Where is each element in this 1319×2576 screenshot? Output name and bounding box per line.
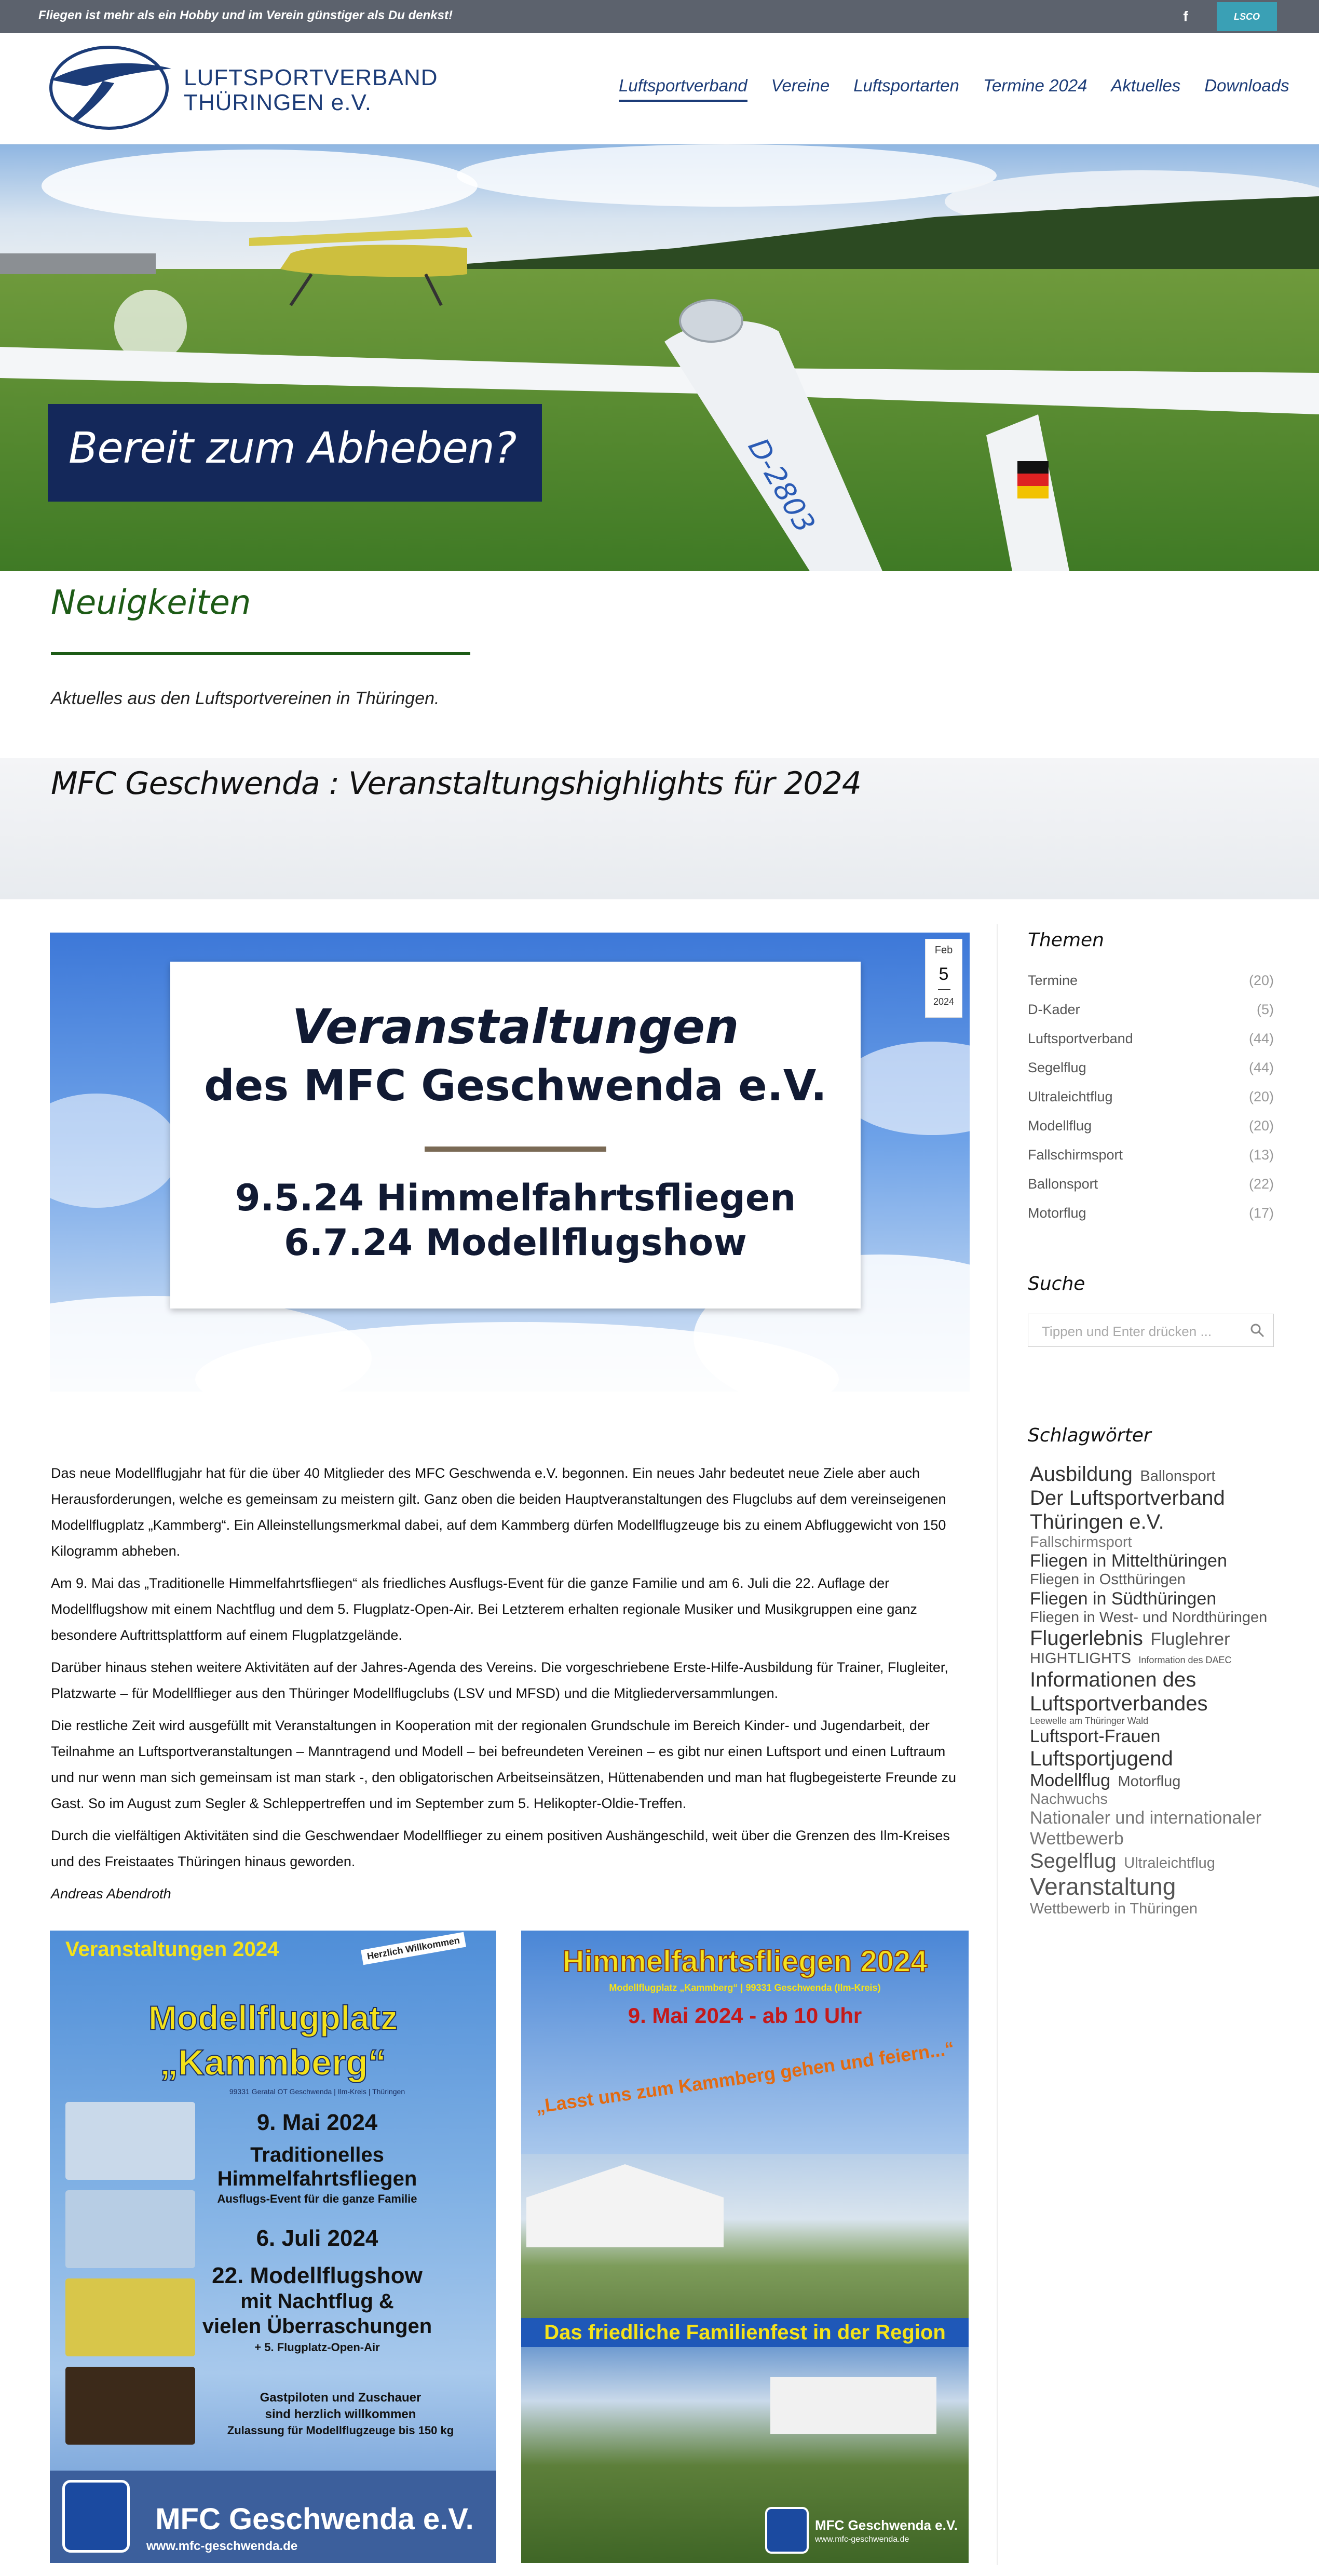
tag-item[interactable]: Veranstaltung bbox=[1030, 1872, 1176, 1900]
theme-label[interactable]: Luftsportverband bbox=[1028, 1031, 1133, 1046]
hero-headline: Bereit zum Abheben? bbox=[69, 424, 516, 473]
tag-item[interactable]: Nationaler und internationaler Wettbewerb bbox=[1030, 1808, 1262, 1849]
tag-item[interactable]: Fliegen in Südthüringen bbox=[1030, 1588, 1217, 1609]
search-input[interactable] bbox=[1028, 1314, 1274, 1347]
poster1-event-2b: mit Nachtflug & bbox=[240, 2290, 394, 2313]
theme-label[interactable]: Motorflug bbox=[1028, 1205, 1086, 1221]
poster1-event-2d: + 5. Flugplatz-Open-Air bbox=[254, 2341, 380, 2354]
tag-item[interactable]: Modellflug bbox=[1030, 1771, 1110, 1791]
glider-registration: D-2803 bbox=[741, 433, 822, 538]
featured-line-2: des MFC Geschwenda e.V. bbox=[204, 1061, 827, 1111]
poster1-place-1: Modellflugplatz bbox=[148, 1999, 398, 2037]
post-date-divider bbox=[938, 989, 950, 990]
theme-ultraleichtflug[interactable] bbox=[1028, 1086, 1274, 1115]
poster2-url: www.mfc-geschwenda.de bbox=[815, 2535, 909, 2544]
tag-cloud bbox=[1030, 1462, 1274, 1918]
hero-banner bbox=[0, 144, 1319, 571]
theme-termine[interactable] bbox=[1028, 970, 1274, 999]
tag-item[interactable]: Der Luftsportverband Thüringen e.V. bbox=[1030, 1487, 1225, 1533]
news-subtitle: Aktuelles aus den Luftsportvereinen in Thüringen. bbox=[51, 689, 440, 708]
tag-item[interactable]: Fliegen in Mittelthüringen bbox=[1030, 1551, 1227, 1571]
tag-item[interactable]: Information des DAEC bbox=[1138, 1655, 1232, 1666]
poster1-heli-photo bbox=[65, 2102, 195, 2180]
poster1-event-2a: 22. Modellflugshow bbox=[212, 2263, 423, 2288]
poster1-ribbon: Herzlich Willkommen bbox=[361, 1932, 466, 1965]
poster2-header: Himmelfahrtsfliegen 2024 bbox=[562, 1945, 928, 1978]
tags-title: Schlagwörter bbox=[1028, 1425, 1151, 1446]
brand-line-2: THÜRINGEN e.V. bbox=[184, 90, 372, 115]
tag-item[interactable]: Ausbildung bbox=[1030, 1463, 1133, 1486]
theme-count: (44) bbox=[1248, 1060, 1274, 1075]
tag-item[interactable]: Informationen des Luftsportverbandes bbox=[1030, 1668, 1208, 1715]
top-bar-tagline: Fliegen ist mehr als ein Hobby und im Verein günstiger als Du denkst! bbox=[38, 8, 453, 22]
nav-downloads[interactable]: Downloads bbox=[1204, 76, 1289, 95]
nav-vereine[interactable]: Vereine bbox=[771, 76, 830, 95]
search-icon[interactable] bbox=[1249, 1323, 1265, 1338]
featured-line-4: 6.7.24 Modellflugshow bbox=[284, 1221, 747, 1264]
poster2-slogan: „Lasst uns zum Kammberg gehen und feiern...“ bbox=[534, 2037, 956, 2118]
theme-fallschirmsport[interactable] bbox=[1028, 1144, 1274, 1174]
theme-d-kader[interactable] bbox=[1028, 999, 1274, 1028]
article-paragraph: Am 9. Mai das „Traditionelle Himmelfahrtsfliegen“ als friedliches Ausflugs-Event für die ganze Familie und am 6. Juli die 22. Auflage der Modellflugshow mit einem Nachtflug und dem 5. Flugplatz-Open-Air. Bei Letzterem erhalten regionale Musiker und Musikgruppen eine ganz besondere Auftrittsplattform auf einem Flugplatzgelände. bbox=[51, 1575, 917, 1643]
logo-icon[interactable] bbox=[47, 44, 176, 132]
themes-list bbox=[1028, 970, 1274, 1232]
theme-count: (20) bbox=[1248, 1118, 1274, 1134]
poster2-date: 9. Mai 2024 - ab 10 Uhr bbox=[628, 2003, 862, 2028]
featured-line-1: Veranstaltungen bbox=[292, 999, 739, 1055]
poster1-date-2: 6. Juli 2024 bbox=[256, 2226, 378, 2251]
poster1-url: www.mfc-geschwenda.de bbox=[146, 2539, 298, 2553]
tag-item[interactable]: Fallschirmsport bbox=[1030, 1534, 1132, 1550]
article-paragraph: Das neue Modellflugjahr hat für die über 40 Mitglieder des MFC Geschwenda e.V. begonnen. Ein neues Jahr bedeutet neue Ziele aber auch Herausforderungen, welche es gemeinsam zu meistern gilt. Ganz oben die beiden Hauptveranstaltungen des Flugclubs auf dem vereinseigenen Modellflugplatz „Kammberg“. Ein Alleinstellungsmerkmal dabei, auf dem Kammberg dürfen Modellflugzeuge bis zu einem Abfluggewicht von 150 Kilogramm abheben. bbox=[51, 1465, 946, 1559]
post-date-day: 5 bbox=[939, 964, 949, 984]
article-paragraph: Durch die vielfältigen Aktivitäten sind die Geschwendaer Modellflieger zu einem positiven Aushängeschild, weit über die Grenzen des Ilm-Kreises und des Freistaates Thüringen hinaus geworden. bbox=[51, 1828, 950, 1869]
poster2-tent-2 bbox=[770, 2377, 936, 2434]
lsco-button[interactable]: LSCO bbox=[1217, 2, 1277, 31]
mfc-club-logo-icon bbox=[765, 2507, 809, 2554]
theme-count: (20) bbox=[1248, 1089, 1274, 1104]
mfc-club-logo-icon bbox=[62, 2480, 130, 2553]
tag-item[interactable]: Segelflug bbox=[1030, 1849, 1117, 1872]
post-date-year: 2024 bbox=[933, 996, 955, 1007]
poster1-guest-3: Zulassung für Modellflugzeuge bis 150 kg bbox=[227, 2424, 454, 2437]
theme-modellflug[interactable] bbox=[1028, 1115, 1274, 1144]
brand-name[interactable] bbox=[184, 65, 438, 115]
theme-luftsportverband[interactable] bbox=[1028, 1028, 1274, 1057]
tag-item[interactable]: Ultraleichtflug bbox=[1124, 1854, 1215, 1871]
theme-ballonsport[interactable] bbox=[1028, 1174, 1274, 1203]
poster1-plane-photo bbox=[65, 2190, 195, 2268]
main-nav bbox=[619, 76, 1289, 102]
theme-label[interactable]: Ballonsport bbox=[1028, 1176, 1098, 1192]
nav-luftsportverband[interactable]: Luftsportverband bbox=[619, 76, 747, 102]
poster1-event-2c: vielen Überraschungen bbox=[202, 2315, 432, 2338]
theme-motorflug[interactable] bbox=[1028, 1203, 1274, 1232]
poster1-event-1c: Ausflugs-Event für die ganze Familie bbox=[217, 2192, 417, 2205]
post-date-badge bbox=[925, 939, 962, 1018]
poster1-club: MFC Geschwenda e.V. bbox=[155, 2502, 474, 2536]
tag-item[interactable]: Luftsport-Frauen bbox=[1030, 1726, 1161, 1746]
theme-label[interactable]: Ultraleichtflug bbox=[1028, 1089, 1113, 1104]
tag-item[interactable]: Ballonsport bbox=[1140, 1468, 1216, 1485]
post-title-band bbox=[0, 758, 1319, 899]
theme-count: (17) bbox=[1248, 1205, 1274, 1221]
theme-count: (22) bbox=[1248, 1176, 1274, 1192]
nav-aktuelles[interactable]: Aktuelles bbox=[1111, 76, 1181, 95]
sidebar-divider bbox=[997, 924, 998, 2565]
search-placeholder: Tippen und Enter drücken ... bbox=[1042, 1324, 1212, 1339]
tag-item[interactable]: Motorflug bbox=[1118, 1773, 1181, 1790]
tag-item[interactable]: Wettbewerb in Thüringen bbox=[1030, 1900, 1198, 1917]
poster1-balloon-photo bbox=[65, 2367, 195, 2445]
poster1-guest-1: Gastpiloten und Zuschauer bbox=[260, 2391, 421, 2405]
poster1-event-1a: Traditionelles bbox=[250, 2143, 384, 2166]
featured-image[interactable] bbox=[50, 933, 970, 1392]
poster1-header: Veranstaltungen 2024 bbox=[65, 1938, 279, 1961]
post-title: MFC Geschwenda : Veranstaltungshighlights für 2024 bbox=[51, 765, 861, 802]
search-title: Suche bbox=[1028, 1273, 1085, 1294]
theme-segelflug[interactable] bbox=[1028, 1057, 1274, 1086]
facebook-icon[interactable]: f bbox=[1183, 8, 1188, 24]
tag-item[interactable]: Fliegen in Ostthüringen bbox=[1030, 1571, 1186, 1588]
theme-count: (5) bbox=[1257, 1002, 1274, 1017]
site-header bbox=[0, 33, 1319, 144]
featured-line-3: 9.5.24 Himmelfahrtsfliegen bbox=[235, 1177, 796, 1219]
poster2-sub: Modellflugplatz „Kammberg“ | 99331 Geschwenda (Ilm-Kreis) bbox=[609, 1982, 881, 1993]
tag-item[interactable]: Fluglehrer bbox=[1150, 1629, 1230, 1650]
news-title-underline bbox=[51, 652, 470, 655]
poster1-stunt-photo bbox=[65, 2278, 195, 2356]
theme-count: (13) bbox=[1248, 1147, 1274, 1163]
themes-title: Themen bbox=[1028, 929, 1104, 951]
hero-image bbox=[0, 144, 1319, 571]
theme-label[interactable]: Segelflug bbox=[1028, 1060, 1086, 1075]
tag-item[interactable]: Luftsportjugend bbox=[1030, 1747, 1173, 1771]
poster-himmelfahrtsfliegen[interactable] bbox=[521, 1931, 969, 2563]
poster1-event-1b: Himmelfahrtsfliegen bbox=[217, 2167, 417, 2190]
poster1-date-1: 9. Mai 2024 bbox=[256, 2110, 378, 2135]
theme-label[interactable]: Termine bbox=[1028, 973, 1078, 988]
poster1-guest-2: sind herzlich willkommen bbox=[265, 2407, 416, 2421]
poster1-place-2: „Kammberg“ bbox=[160, 2042, 386, 2083]
article-paragraph: Die restliche Zeit wird ausgefüllt mit Veranstaltungen in Kooperation mit der regionalen Grundschule im Bereich Kinder- und Jugendarbeit, der Teilnahme an Luftsportveranstaltungen – Manntragend und Modell – bei befreundeten Vereinen – es gibt nur einen Luftsport und einen Luftraum und nur wenn man sich gemeinsam ist man stark -, den obligatorischen Arbeitseinsätzen, Hüttenabenden und man hat flugbegeisterte Freunde zu Gast. So im August zum Segler & Schleppertreffen und im September zum 5. Helikopter-Oldie-Treffen. bbox=[51, 1718, 957, 1811]
poster2-banner-text: Das friedliche Familienfest in der Region bbox=[544, 2321, 946, 2344]
theme-label[interactable]: D-Kader bbox=[1028, 1002, 1080, 1017]
theme-count: (20) bbox=[1248, 973, 1274, 988]
brand-line-1: LUFTSPORTVERBAND bbox=[184, 65, 438, 90]
theme-label[interactable]: Fallschirmsport bbox=[1028, 1147, 1123, 1163]
nav-luftsportarten[interactable]: Luftsportarten bbox=[853, 76, 959, 95]
hero-headline-badge bbox=[48, 404, 542, 502]
tag-item[interactable]: Nachwuchs bbox=[1030, 1791, 1108, 1808]
tag-item[interactable]: Fliegen in West- und Nordthüringen bbox=[1030, 1609, 1268, 1626]
theme-label[interactable]: Modellflug bbox=[1028, 1118, 1092, 1134]
article-author: Andreas Abendroth bbox=[51, 1886, 171, 1901]
article-body bbox=[51, 1460, 971, 1913]
theme-count: (44) bbox=[1248, 1031, 1274, 1046]
news-title: Neuigkeiten bbox=[51, 584, 251, 622]
featured-divider bbox=[425, 1147, 606, 1152]
nav-termine[interactable]: Termine 2024 bbox=[983, 76, 1087, 95]
poster-veranstaltungen[interactable] bbox=[50, 1931, 496, 2563]
poster1-address: 99331 Geratal OT Geschwenda | Ilm-Kreis | Thüringen bbox=[229, 2087, 405, 2096]
tag-item[interactable]: Leewelle am Thüringer Wald bbox=[1030, 1715, 1149, 1726]
tag-item[interactable]: HIGHTLIGHTS bbox=[1030, 1650, 1131, 1667]
top-bar bbox=[0, 0, 1319, 33]
poster2-club: MFC Geschwenda e.V. bbox=[815, 2517, 958, 2533]
featured-card bbox=[170, 962, 861, 1309]
tag-item[interactable]: Flugerlebnis bbox=[1030, 1627, 1143, 1650]
post-date-month: Feb bbox=[934, 945, 953, 956]
article-paragraph: Darüber hinaus stehen weitere Aktivitäten auf der Jahres-Agenda des Vereins. Die vorgeschriebene Erste-Hilfe-Ausbildung für Trainer, Flugleiter, Platzwarte – für Modellflieger aus den Thüringer Modellflugclubs (LSV und MFSD) und die Mitgliederversammlungen. bbox=[51, 1660, 948, 1701]
